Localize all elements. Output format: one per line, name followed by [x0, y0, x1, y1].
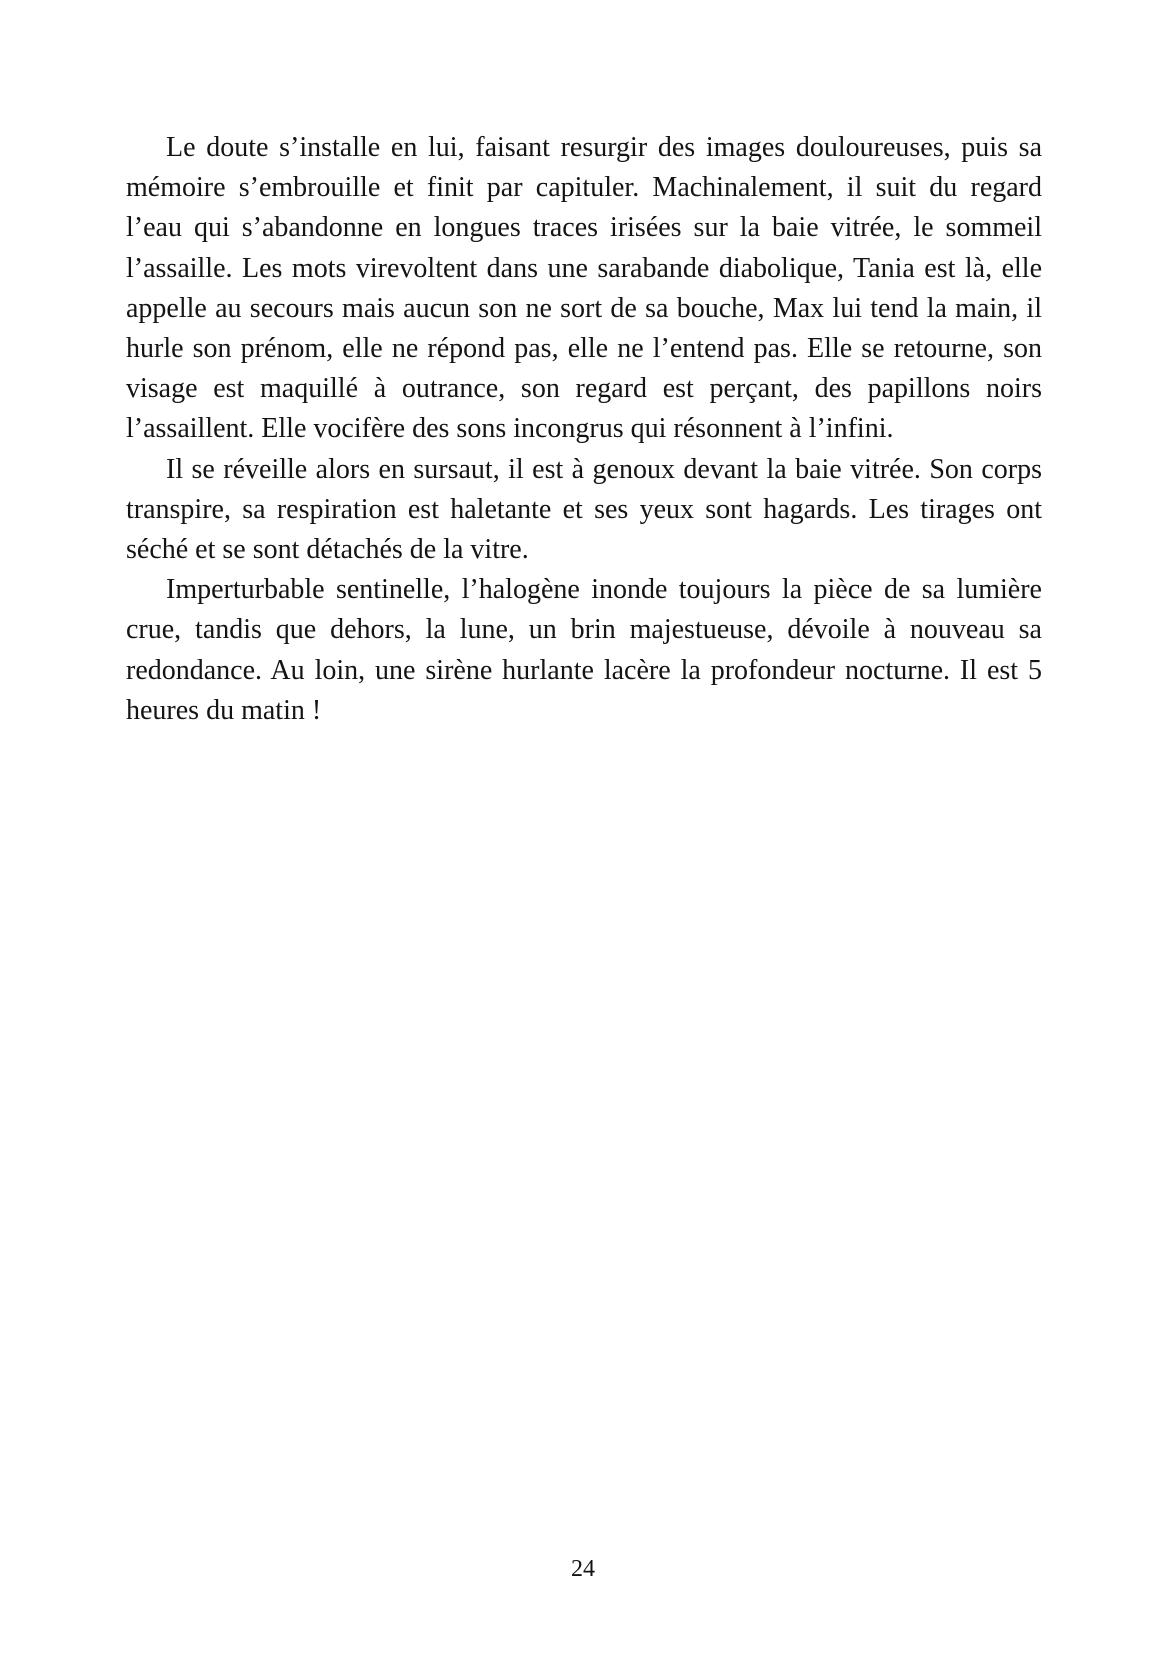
body-text — [126, 128, 1042, 731]
paragraph-1: Le doute s’installe en lui, faisant resurgir des images douloureuses, puis sa mémoire s’embrouille et finit par capituler. Machinalement, il suit du regard l’eau qui s’abandonne en longues traces irisées sur la baie vitrée, le sommeil l’assaille. Les mots virevoltent dans une sarabande diabolique, Tania est là, elle appelle au secours mais aucun son ne sort de sa bouche, Max lui tend la main, il hurle son prénom, elle ne répond pas, elle ne l’entend pas. Elle se retourne, son visage est maquillé à outrance, son regard est perçant, des papillons noirs l’assaillent. Elle vocifère des sons incongrus qui résonnent à l’infini. — [126, 132, 1042, 445]
paragraph-2: Il se réveille alors en sursaut, il est à genoux devant la baie vitrée. Son corps transpire, sa respiration est haletante et ses yeux sont hagards. Les tirages ont séché et se sont détachés de la vitre. — [126, 453, 1042, 566]
paragraph-3: Imperturbable sentinelle, l’halogène inonde toujours la pièce de sa lumière crue, tandis que dehors, la lune, un brin majestueuse, dévoile à nouveau sa redondance. Au loin, une sirène hurlante lacère la profondeur nocturne. Il est 5 heures du matin ! — [126, 574, 1042, 726]
page-number: 24 — [571, 1556, 595, 1582]
